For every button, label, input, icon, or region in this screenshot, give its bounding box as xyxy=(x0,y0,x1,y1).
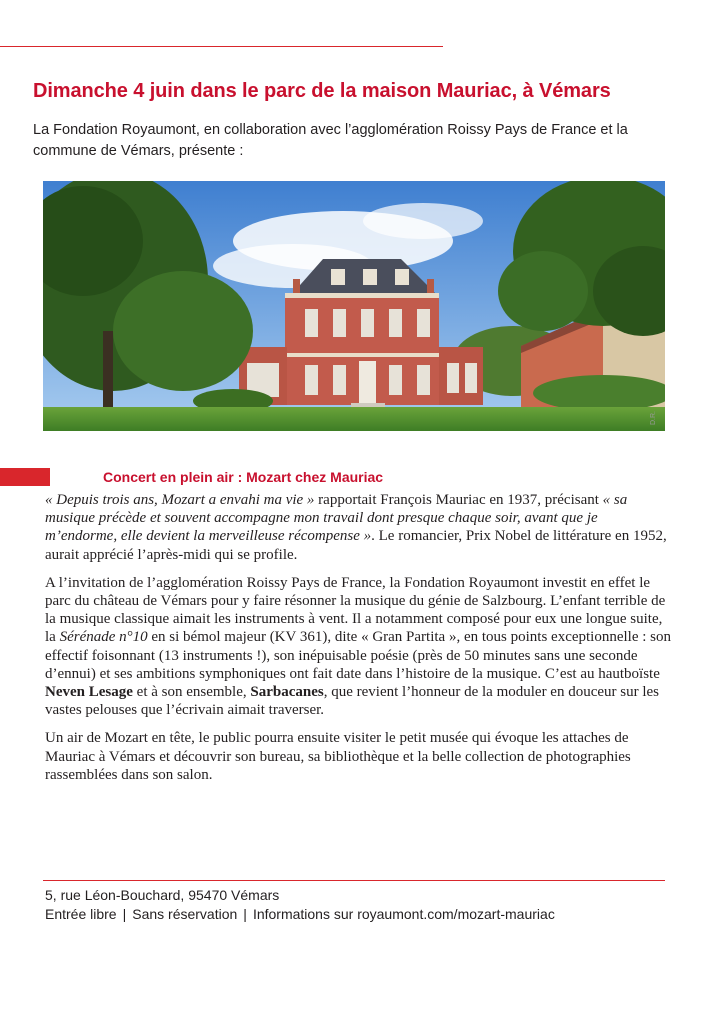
photo-credit: D.R. xyxy=(650,411,657,425)
top-rule xyxy=(0,46,443,47)
paragraph-3: Un air de Mozart en tête, le public pourra ensuite visiter le petit musée qui évoque les attaches de Mauriac à Vémars et découvrir son bureau, sa bibliothèque et la belle collection de photographies rassemblées dans son salon. xyxy=(45,730,631,783)
section-marker xyxy=(0,468,50,486)
paragraph-2: A l’invitation de l’agglomération Roissy Pays de France, la Fondation Royaumont investit en effet le parc du château de Vémars pour y faire résonner la musique du génie de Salzbourg. L’enfant terrible de la musique classique aimait les instruments à vent. Il a notamment composé pour eux une longue suite, la Sérénade n°10 en si bémol majeur (KV 361), dite « Gran Partita », en tous points exceptionnelle : son effectif foisonnant (13 instruments !), son inépuisable poésie (près de 50 minutes sans une seconde d’ennui) et ses ambitions symphoniques ont fait date dans l’histoire de la musique. C’est au hautboïste Neven Lesage et à son ensemble, Sarbacanes, que revient l’honneur de la moduler en douceur sur les vastes pelouses que l’écrivain aimait traverser. xyxy=(45,574,672,719)
article-body xyxy=(45,491,671,794)
mauriac-quote-2: « sa musique précède et souvent accompagne mon travail dont presque chaque soir, avant que je m’endorme, elle devient la merveilleuse récompense » xyxy=(45,492,628,545)
intro-text: La Fondation Royaumont, en collaboration avec l’agglomération Roissy Pays de France et la commune de Vémars, présente : xyxy=(33,122,628,159)
entry-info: Entrée libre xyxy=(45,906,117,922)
ensemble-name: Sarbacanes xyxy=(250,684,324,701)
paragraph-1: « Depuis trois ans, Mozart a envahi ma vie » rapportait François Mauriac en 1937, précisant « sa musique précède et souvent accompagne mon travail dont presque chaque soir, avant que je m’endorme, elle devient la merveilleuse récompense ». Le romancier, Prix Nobel de littérature en 1952, aurait apprécié l’après-midi qui se profile. xyxy=(45,492,667,563)
footer-rule xyxy=(43,880,665,881)
separator: | xyxy=(122,906,127,922)
performer-name: Neven Lesage xyxy=(45,684,133,701)
work-title: Sérénade n°10 xyxy=(59,629,148,646)
website-info: Informations sur royaumont.com/mozart-mauriac xyxy=(252,906,555,922)
maison-mauriac-photo xyxy=(43,181,665,431)
page-title: Dimanche 4 juin dans le parc de la maison Mauriac, à Vémars xyxy=(33,80,611,102)
section-title: Concert en plein air : Mozart chez Mauriac xyxy=(103,469,384,485)
separator: | xyxy=(243,906,247,922)
reservation-info: Sans réservation xyxy=(132,906,238,922)
address: 5, rue Léon-Bouchard, 95470 Vémars xyxy=(45,887,280,903)
mauriac-quote-1: « Depuis trois ans, Mozart a envahi ma vie » xyxy=(45,492,315,508)
practical-info xyxy=(45,906,555,922)
